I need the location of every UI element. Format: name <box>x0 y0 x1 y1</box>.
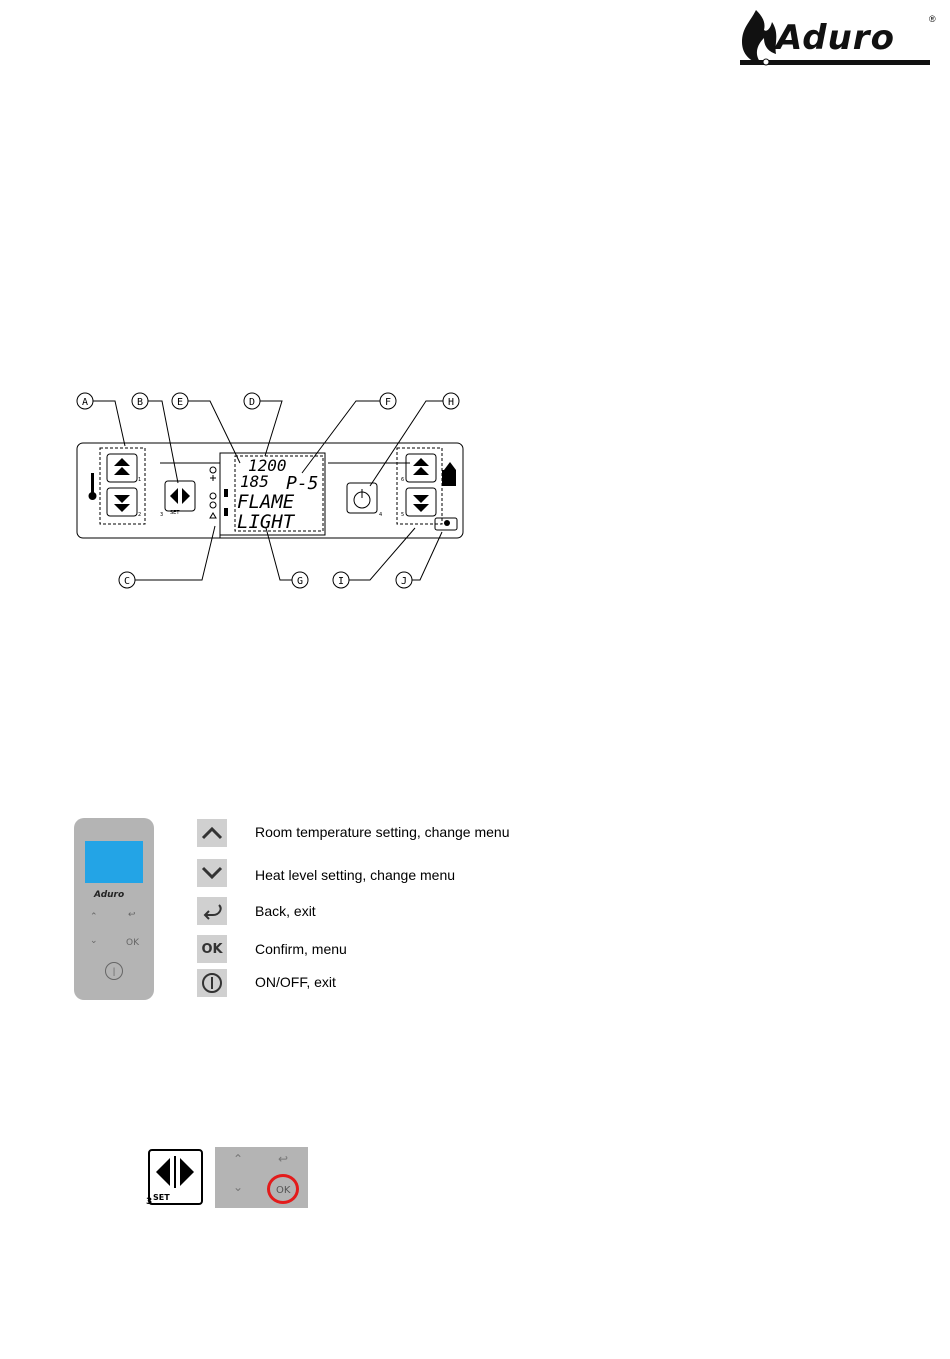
display-power-level: P-5 <box>286 473 319 494</box>
remote-brand: Aduro <box>94 890 125 900</box>
legend-text-power: ON/OFF, exit <box>255 974 336 990</box>
chevron-up-icon <box>197 819 227 847</box>
display-status-1: FLAME <box>237 491 295 513</box>
display-value-1: 1200 <box>248 456 287 475</box>
display-status-2: LIGHT <box>237 511 295 533</box>
mini-ok-button: OK <box>276 1185 291 1196</box>
remote-screen <box>85 841 143 883</box>
set-button-number: 3 <box>146 1197 153 1206</box>
legend-text-back: Back, exit <box>255 903 316 919</box>
aduro-logo <box>736 8 941 70</box>
control-panel-diagram <box>70 388 470 593</box>
callout-d: D <box>248 397 256 408</box>
button-number-4: 4 <box>379 512 383 518</box>
set-label: SET <box>170 510 180 516</box>
power-icon <box>197 969 227 997</box>
callout-a: A <box>81 397 89 408</box>
mini-up-icon: ⌃ <box>233 1152 244 1166</box>
button-number-1: 1 <box>138 477 142 483</box>
mini-down-icon: ⌄ <box>233 1180 244 1194</box>
legend-text-down: Heat level setting, change menu <box>255 867 456 883</box>
remote-control <box>74 818 154 1000</box>
brand-name: Aduro <box>776 18 895 58</box>
button-number-5: 5 <box>401 512 405 518</box>
button-number-6: 6 <box>401 477 405 483</box>
remote-up-icon[interactable]: ⌃ <box>90 912 98 922</box>
callout-h: H <box>447 397 455 408</box>
remote-power-icon[interactable]: | <box>105 962 123 980</box>
back-icon <box>197 897 227 925</box>
callout-g: G <box>296 576 304 587</box>
callout-c: C <box>123 576 131 587</box>
legend-text-ok: Confirm, menu <box>255 941 347 957</box>
mini-remote <box>215 1147 308 1208</box>
remote-down-icon[interactable]: ⌄ <box>90 936 98 946</box>
callout-b: B <box>136 397 144 408</box>
registered-mark: ® <box>929 14 936 24</box>
remote-back-icon[interactable]: ↩ <box>128 910 136 920</box>
set-button-illustration <box>146 1148 204 1206</box>
set-button-label: SET <box>153 1193 170 1202</box>
callout-i: I <box>337 576 345 587</box>
remote-ok-button[interactable]: OK <box>126 938 139 948</box>
legend-text-up: Room temperature setting, change menu <box>255 824 510 840</box>
mini-back-icon: ↩ <box>278 1152 289 1166</box>
ok-icon: OK <box>197 935 227 963</box>
button-number-3: 3 <box>160 512 164 518</box>
display-value-2: 185 <box>240 472 269 491</box>
chevron-down-icon <box>197 859 227 887</box>
callout-f: F <box>384 397 392 408</box>
button-number-2: 2 <box>138 512 142 518</box>
callout-j: J <box>400 576 408 587</box>
callout-e: E <box>176 397 184 408</box>
